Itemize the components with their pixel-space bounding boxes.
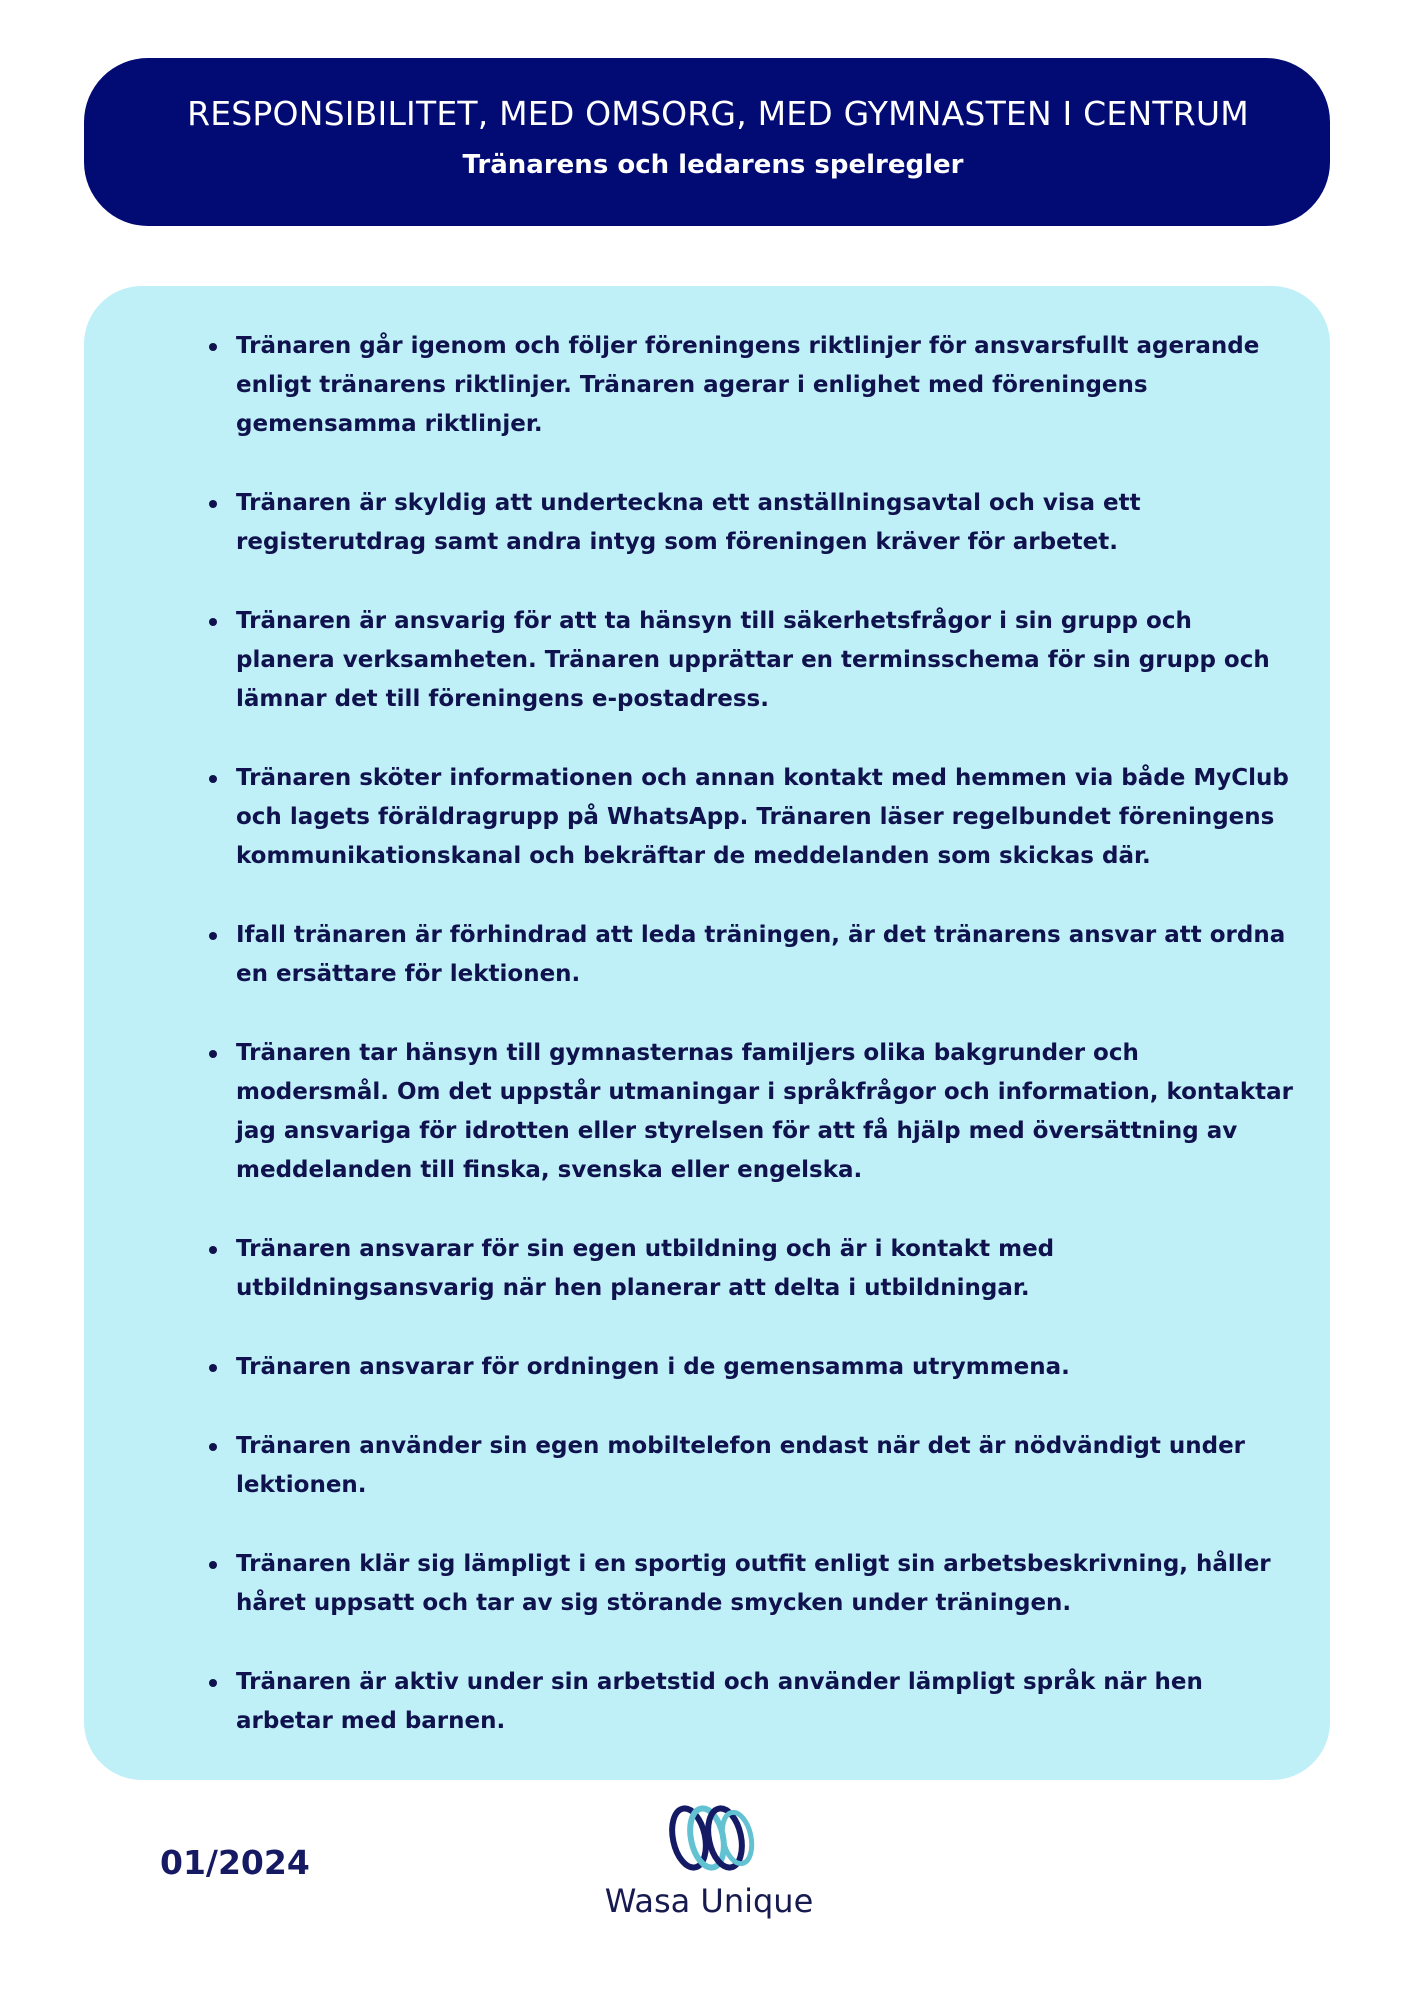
- bullet-icon: [209, 1050, 217, 1058]
- bullet-icon: [209, 343, 217, 351]
- rule-text: Tränaren är ansvarig för att ta hänsyn till säkerhetsfrågor i sin grupp och planera verksamheten. Tränaren upprättar en terminsschema för sin grupp och lämnar det till föreningens e-postadress.: [236, 608, 1270, 712]
- logo-text: Wasa Unique: [604, 1882, 814, 1920]
- rule-text: Tränaren går igenom och följer föreningens riktlinjer för ansvarsfullt agerande enligt tränarens riktlinjer. Tränaren agerar i enlighet med föreningens gemensamma riktlinjer.: [236, 333, 1260, 437]
- bullet-icon: [209, 1561, 217, 1569]
- rule-item: [236, 916, 1296, 994]
- document-date: 01/2024: [160, 1843, 310, 1882]
- rules-panel: [84, 286, 1330, 1780]
- rule-text: Tränaren sköter informationen och annan kontakt med hemmen via både MyClub och lagets föräldragrupp på WhatsApp. Tränaren läser regelbundet föreningens kommunikationskanal och bekräftar de meddelanden som skickas där.: [236, 765, 1289, 869]
- rule-text: Tränaren använder sin egen mobiltelefon endast när det är nödvändigt under lektionen.: [236, 1433, 1246, 1498]
- rule-item: [236, 327, 1296, 444]
- rule-item: [236, 1663, 1296, 1741]
- page-title: RESPONSIBILITET, MED OMSORG, MED GYMNASTEN I CENTRUM: [187, 94, 1249, 133]
- wasa-unique-logo: [594, 1800, 824, 1930]
- rule-item: [236, 484, 1296, 562]
- rule-text: Tränaren ansvarar för ordningen i de gemensamma utrymmena.: [236, 1354, 1070, 1380]
- page-subtitle: Tränarens och ledarens spelregler: [462, 150, 964, 180]
- rule-item: [236, 1034, 1296, 1190]
- rule-text: Tränaren är skyldig att underteckna ett anställningsavtal och visa ett registerutdrag samt andra intyg som föreningen kräver för arbetet.: [236, 490, 1141, 555]
- bullet-icon: [209, 932, 217, 940]
- rule-text: Tränaren ansvarar för sin egen utbildning och är i kontakt med utbildningsansvarig när hen planerar att delta i utbildningar.: [236, 1236, 1055, 1301]
- rule-text: Tränaren klär sig lämpligt i en sportig outfit enligt sin arbetsbeskrivning, håller håret uppsatt och tar av sig störande smycken under träningen.: [236, 1551, 1271, 1616]
- rule-item: [236, 602, 1296, 719]
- bullet-icon: [209, 618, 217, 626]
- rule-text: Ifall tränaren är förhindrad att leda träningen, är det tränarens ansvar att ordna en ersättare för lektionen.: [236, 922, 1286, 987]
- header-banner: [84, 58, 1330, 226]
- bullet-icon: [209, 775, 217, 783]
- rule-text: Tränaren tar hänsyn till gymnasternas familjers olika bakgrunder och modersmål. Om det uppstår utmaningar i språkfrågor och information, kontaktar jag ansvariga för idrotten eller styrelsen för att få hjälp med översättning av meddelanden till finska, svenska eller engelska.: [236, 1040, 1293, 1183]
- rule-item: [236, 1230, 1296, 1308]
- rule-item: [236, 1427, 1296, 1505]
- rule-item: [236, 759, 1296, 876]
- rule-text: Tränaren är aktiv under sin arbetstid och använder lämpligt språk när hen arbetar med barnen.: [236, 1669, 1203, 1734]
- rule-item: [236, 1545, 1296, 1623]
- wasa-unique-rings-icon: [661, 1800, 761, 1876]
- bullet-icon: [209, 500, 217, 508]
- bullet-icon: [209, 1364, 217, 1372]
- bullet-icon: [209, 1246, 217, 1254]
- bullet-icon: [209, 1443, 217, 1451]
- rules-list: [236, 327, 1296, 1781]
- rule-item: [236, 1348, 1296, 1387]
- bullet-icon: [209, 1679, 217, 1687]
